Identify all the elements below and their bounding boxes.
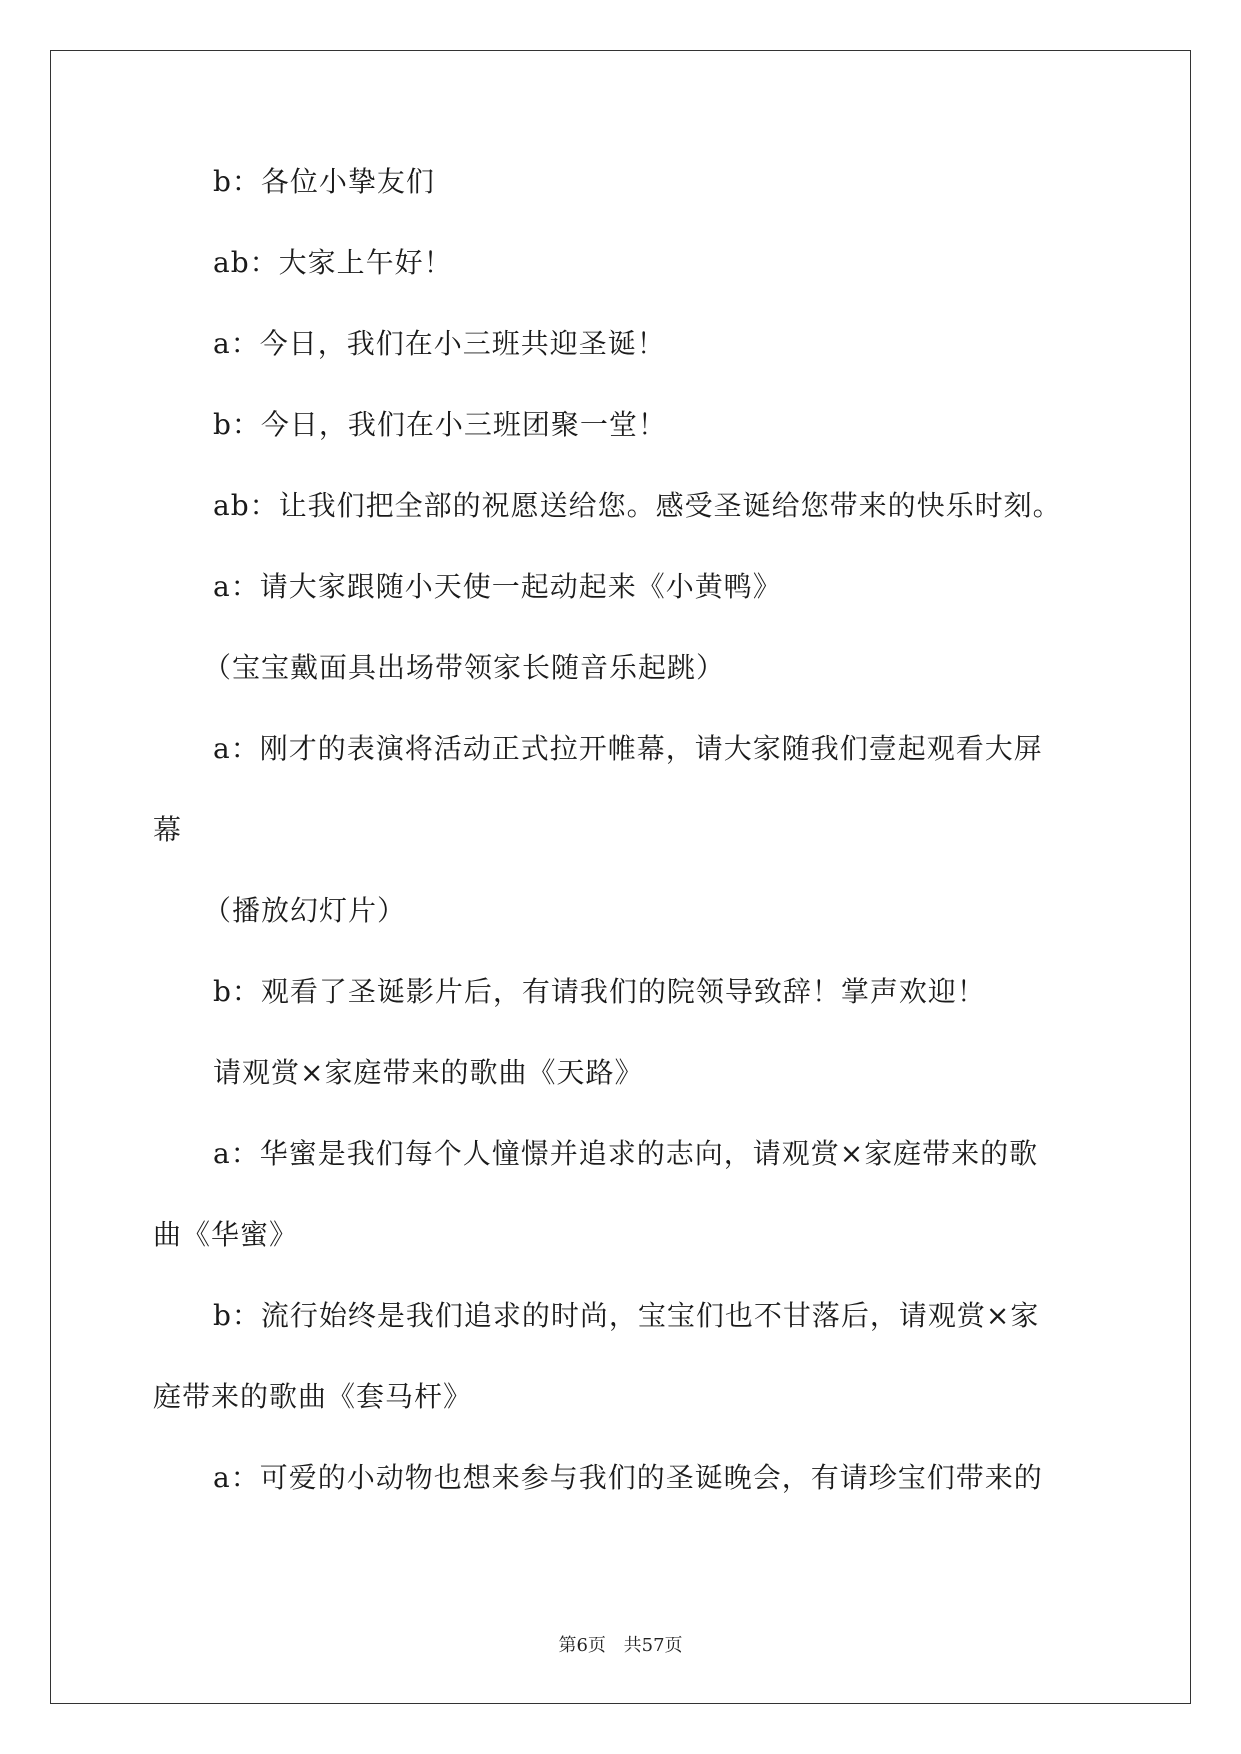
paragraph-line: b：今日，我们在小三班团聚一堂！: [213, 408, 667, 441]
paragraph-line: a：可爱的小动物也想来参与我们的圣诞晚会，有请珍宝们带来的: [213, 1461, 1043, 1494]
total-pages: 共57页: [623, 1635, 683, 1656]
paragraph-line: 幕: [153, 813, 183, 846]
document-body: [153, 162, 1088, 1539]
paragraph-line: 曲《华蜜》: [153, 1218, 299, 1251]
paragraph-line: ab：让我们把全部的祝愿送给您。感受圣诞给您带来的快乐时刻。: [213, 489, 1062, 522]
paragraph-line: b：各位小挚友们: [213, 165, 435, 198]
paragraph-line: （播放幻灯片）: [203, 894, 407, 927]
paragraph-line: a：华蜜是我们每个人憧憬并追求的志向，请观赏×家庭带来的歌: [213, 1137, 1039, 1170]
paragraph-line: 庭带来的歌曲《套马杆》: [153, 1380, 473, 1413]
paragraph-line: a：请大家跟随小天使一起动起来《小黄鸭》: [213, 570, 782, 603]
page-footer: [0, 1634, 1241, 1658]
paragraph-line: a：今日，我们在小三班共迎圣诞！: [213, 327, 666, 360]
page-number: 第6页: [558, 1635, 606, 1656]
paragraph-line: b：流行始终是我们追求的时尚，宝宝们也不甘落后，请观赏×家: [213, 1299, 1040, 1332]
paragraph-line: ab：大家上午好！: [213, 246, 453, 279]
paragraph-line: （宝宝戴面具出场带领家长随音乐起跳）: [203, 651, 726, 684]
paragraph-line: b：观看了圣诞影片后，有请我们的院领导致辞！掌声欢迎！: [213, 975, 986, 1008]
paragraph-line: 请观赏×家庭带来的歌曲《天路》: [213, 1056, 644, 1089]
paragraph-line: a：刚才的表演将活动正式拉开帷幕，请大家随我们壹起观看大屏: [213, 732, 1043, 765]
